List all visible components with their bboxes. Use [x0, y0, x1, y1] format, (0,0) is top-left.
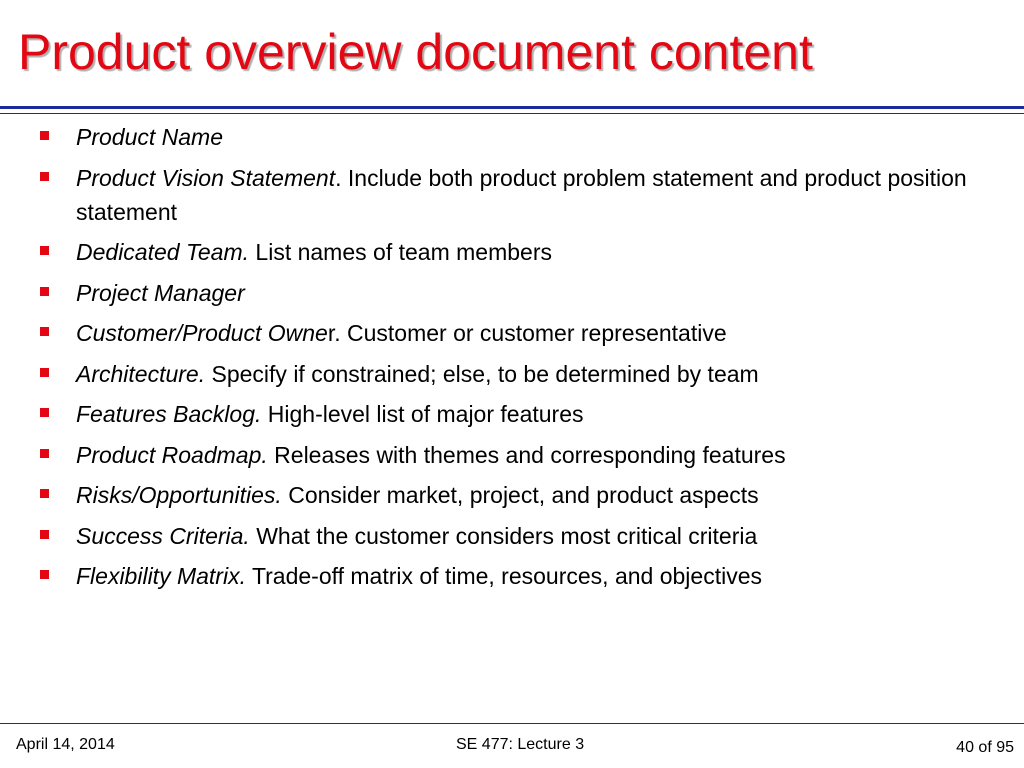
bullet-term: Product Roadmap.: [76, 441, 268, 468]
bullet-term: Dedicated Team.: [76, 239, 250, 265]
bullet-description: r. Customer or customer representative: [327, 320, 727, 346]
bullet-item: [38, 357, 988, 391]
bullet-square-icon: [40, 570, 49, 579]
title-divider-thick: [0, 106, 1024, 109]
footer-divider: [0, 723, 1024, 724]
bullet-item: [38, 519, 988, 553]
bullet-description: Releases with themes and corresponding features: [267, 441, 786, 468]
bullet-square-icon: [40, 449, 49, 458]
bullet-description: High-level list of major features: [261, 401, 584, 427]
bullet-term: Product Name: [76, 124, 224, 150]
bullet-item: [38, 438, 988, 472]
bullet-item: [38, 397, 988, 431]
bullet-square-icon: [40, 489, 49, 498]
bullet-item: [38, 478, 988, 512]
bullet-description: What the customer considers most critical criteria: [249, 522, 758, 549]
bullet-term: Product Vision Statement: [76, 164, 336, 191]
bullet-square-icon: [40, 368, 49, 377]
bullet-list: [38, 120, 988, 600]
bullet-square-icon: [40, 327, 49, 336]
bullet-item: [38, 161, 988, 229]
bullet-term: Customer/Product Owne: [76, 320, 328, 346]
bullet-item: [38, 276, 988, 310]
bullet-description: . Include both product problem statement and product position statement: [76, 164, 967, 225]
bullet-square-icon: [40, 408, 49, 417]
bullet-item: [38, 559, 988, 593]
bullet-description: Consider market, project, and product aspects: [281, 482, 759, 508]
slide-title: Product overview document content: [18, 24, 813, 80]
bullet-item: [38, 316, 988, 350]
bullet-term: Success Criteria.: [76, 522, 250, 549]
title-divider-thin: [0, 113, 1024, 114]
bullet-description: Specify if constrained; else, to be determined by team: [205, 360, 759, 387]
bullet-item: [38, 120, 988, 154]
bullet-square-icon: [40, 530, 49, 539]
bullet-square-icon: [40, 131, 49, 140]
footer-page-number: 40 of 95: [956, 739, 1014, 756]
bullet-term: Risks/Opportunities.: [76, 482, 282, 508]
bullet-item: [38, 235, 988, 269]
bullet-square-icon: [40, 246, 49, 255]
bullet-term: Architecture.: [76, 360, 206, 387]
bullet-square-icon: [40, 287, 49, 296]
bullet-term: Project Manager: [76, 279, 245, 306]
footer-date: April 14, 2014: [16, 736, 115, 753]
bullet-term: Features Backlog.: [76, 401, 262, 427]
bullet-term: Flexibility Matrix.: [76, 563, 246, 589]
bullet-description: Trade-off matrix of time, resources, and objectives: [245, 563, 762, 589]
bullet-square-icon: [40, 172, 49, 181]
bullet-description: List names of team members: [249, 239, 552, 265]
footer-course-label: SE 477: Lecture 3: [456, 736, 585, 753]
